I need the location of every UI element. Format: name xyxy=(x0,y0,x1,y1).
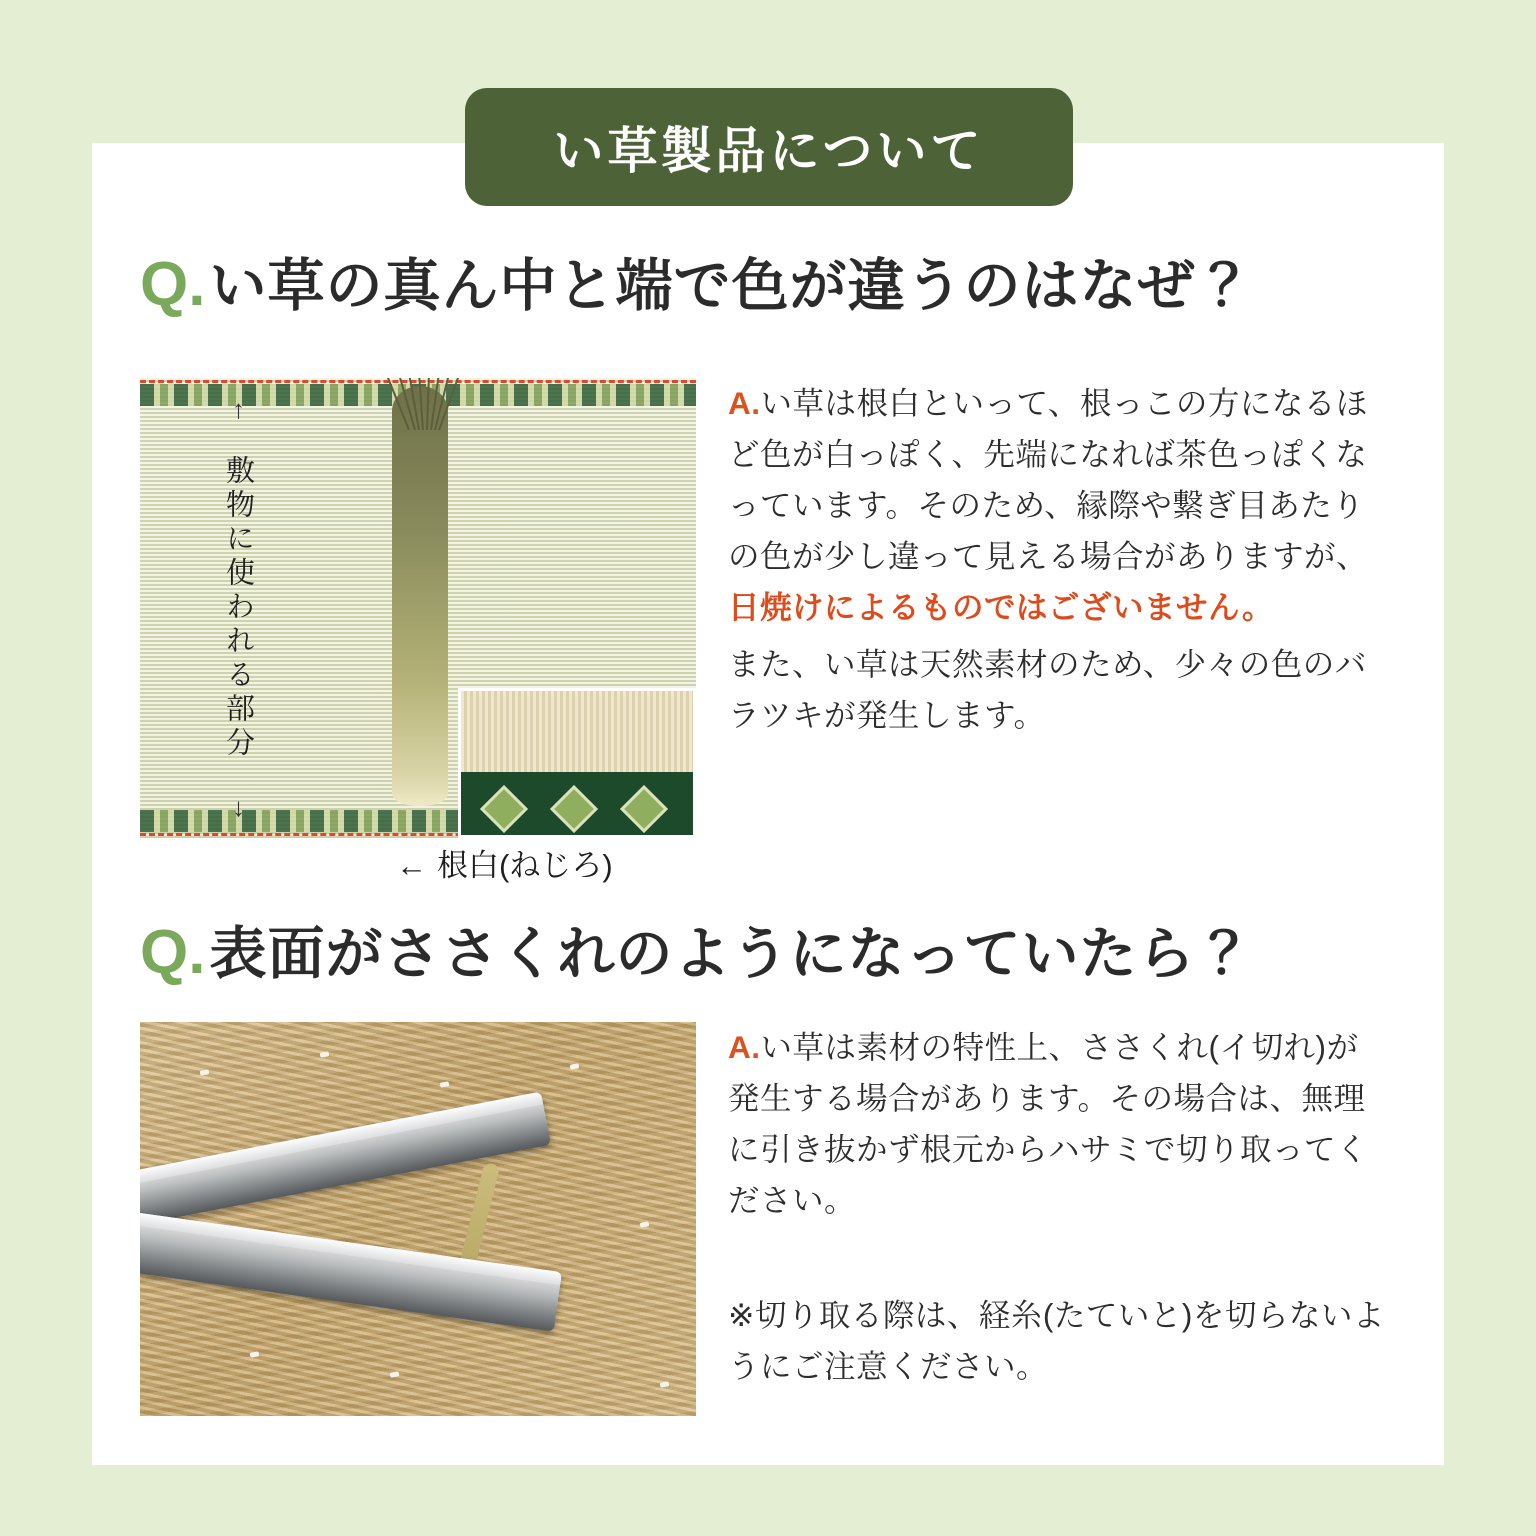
answer-2-label: A. xyxy=(728,1029,761,1065)
usable-part-label: 敷物に使われる部分 xyxy=(222,455,254,761)
inset-mat-surface xyxy=(461,691,693,772)
igusa-bundle xyxy=(392,386,448,806)
answer-1-highlight: 日焼けによるものではございません。 xyxy=(728,589,1274,626)
caption-arrow-icon: ← xyxy=(396,848,427,883)
straw-mat-texture xyxy=(140,1022,696,1416)
figure-igusa-strand xyxy=(140,378,696,838)
answer-2-text: い草は素材の特性上、ささくれ(イ切れ)が発生する場合があります。その場合は、無理に引き抜かず根元からハサミで切り取ってください。 xyxy=(728,1029,1369,1219)
nejiro-caption xyxy=(396,840,613,885)
question-1-text: い草の真ん中と端で色が違うのはなぜ？ xyxy=(209,254,1254,318)
question-2-marker: Q. xyxy=(140,918,206,987)
arrow-up-icon: ↑ xyxy=(232,394,245,424)
figure-scissors-on-mat xyxy=(140,1022,696,1416)
hem-diamond-motif xyxy=(620,785,668,833)
answer-1 xyxy=(728,378,1388,741)
answer-1-label: A. xyxy=(728,385,761,421)
question-2-heading xyxy=(140,908,1253,990)
inset-hem-band xyxy=(461,772,693,835)
caption-text: 根白(ねじろ) xyxy=(437,848,613,883)
question-2-text: 表面がささくれのようになっていたら？ xyxy=(209,922,1254,986)
hem-diamond-motif xyxy=(550,785,598,833)
answer-2-paragraph-1 xyxy=(728,1022,1388,1226)
usable-part-label-group xyxy=(218,396,259,820)
answer-2 xyxy=(728,1022,1388,1226)
answer-1-text: い草は根白といって、根っこの方になるほど色が白っぽく、先端になれば茶色っぽくなっています。そのため、縁際や繋ぎ目あたりの色が少し違って見える場合がありますが、 xyxy=(728,385,1369,575)
arrow-down-icon: ↓ xyxy=(232,792,245,822)
question-1-marker: Q. xyxy=(140,250,206,319)
question-1-heading xyxy=(140,240,1253,322)
answer-1-paragraph-1 xyxy=(728,378,1388,633)
inset-photo-tatami-edge xyxy=(458,688,696,838)
answer-1-paragraph-2: また、い草は天然素材のため、少々の色のバラツキが発生します。 xyxy=(728,646,1367,734)
page-title: い草製品について xyxy=(553,123,985,179)
hem-diamond-motif xyxy=(480,785,528,833)
page-title-pill xyxy=(465,88,1073,206)
answer-2-note: ※切り取る際は、経糸(たていと)を切らないようにご注意ください。 xyxy=(728,1297,1385,1385)
